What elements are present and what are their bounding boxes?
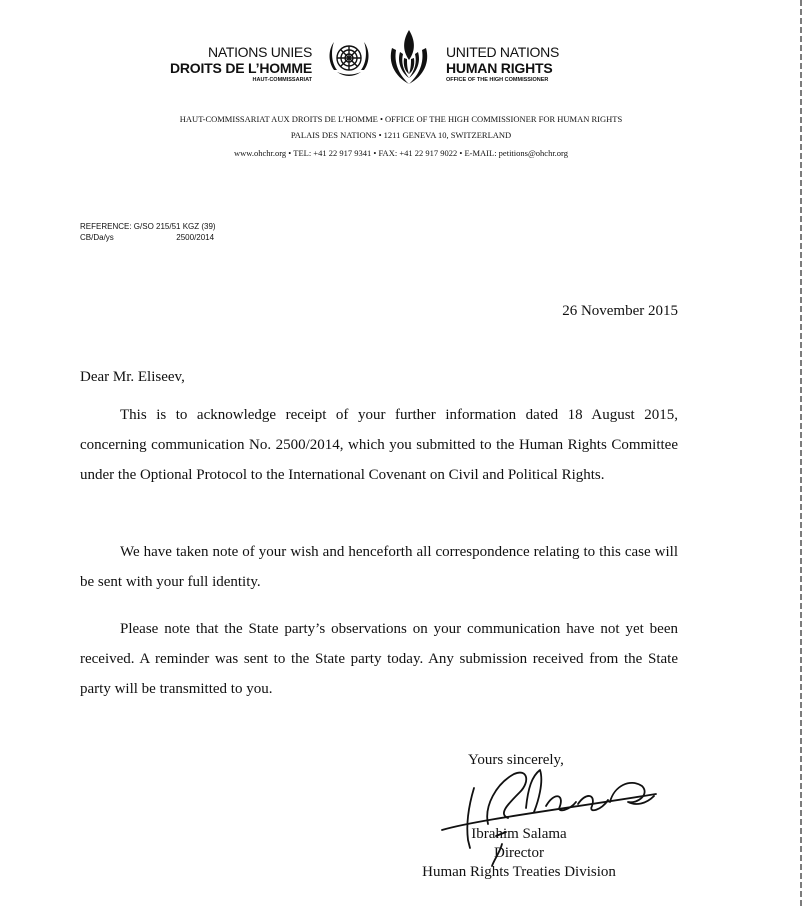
letter-date: 26 November 2015 <box>562 303 678 319</box>
reference-initials: CB/Da/ys <box>80 233 114 242</box>
contact-line: www.ohchr.org • TEL: +41 22 917 9341 • FAX: +41 22 917 9022 • E-MAIL: petitions@ohchr.org <box>234 148 568 158</box>
address-line-2: PALAIS DES NATIONS • 1211 GENEVA 10, SWITZERLAND <box>290 130 512 140</box>
letterhead-fr-line2: DROITS DE L’HOMME <box>169 60 312 76</box>
letterhead-en-line2: HUMAN RIGHTS <box>446 60 553 76</box>
ohchr-flame-hands-icon <box>382 28 436 90</box>
reference-line-1: REFERENCE: G/SO 215/51 KGZ (39) <box>80 222 216 231</box>
body-paragraph-2: We have taken note of your wish and henceforth all correspondence relating to this case will be sent with your full identity. <box>80 544 678 590</box>
letterhead-french <box>150 44 312 84</box>
reference-number: 2500/2014 <box>176 233 215 242</box>
reference-line-2 <box>80 233 214 242</box>
signer-division: Human Rights Treaties Division <box>422 864 616 880</box>
letterhead-fr-line3: HAUT-COMMISSARIAT <box>252 77 312 83</box>
salutation: Dear Mr. Eliseev, <box>80 369 185 385</box>
un-emblem-icon <box>325 36 373 84</box>
letterhead-english <box>446 44 626 84</box>
signer-title: Director <box>494 845 544 861</box>
letterhead-en-line1: UNITED NATIONS <box>446 44 559 60</box>
body-paragraph-1: This is to acknowledge receipt of your further information dated 18 August 2015, concerning communication No. 2500/2014, which you submitted to the Human Rights Committee under the Optional Protocol to the International Covenant on Civil and Political Rights. <box>80 407 678 483</box>
signer-name: Ibrahim Salama <box>471 826 567 842</box>
letterhead-fr-line1: NATIONS UNIES <box>208 44 312 60</box>
closing: Yours sincerely, <box>468 752 564 768</box>
address-line-1: HAUT-COMMISSARIAT AUX DROITS DE L’HOMME • OFFICE OF THE HIGH COMMISSIONER FOR HUMAN RIGHTS <box>179 114 623 124</box>
body-paragraph-3: Please note that the State party’s observations on your communication have not yet been received. A reminder was sent to the State party today. Any submission received from the State party will be transmitted to you. <box>80 621 678 697</box>
letterhead-en-line3: OFFICE OF THE HIGH COMMISSIONER <box>446 77 549 83</box>
